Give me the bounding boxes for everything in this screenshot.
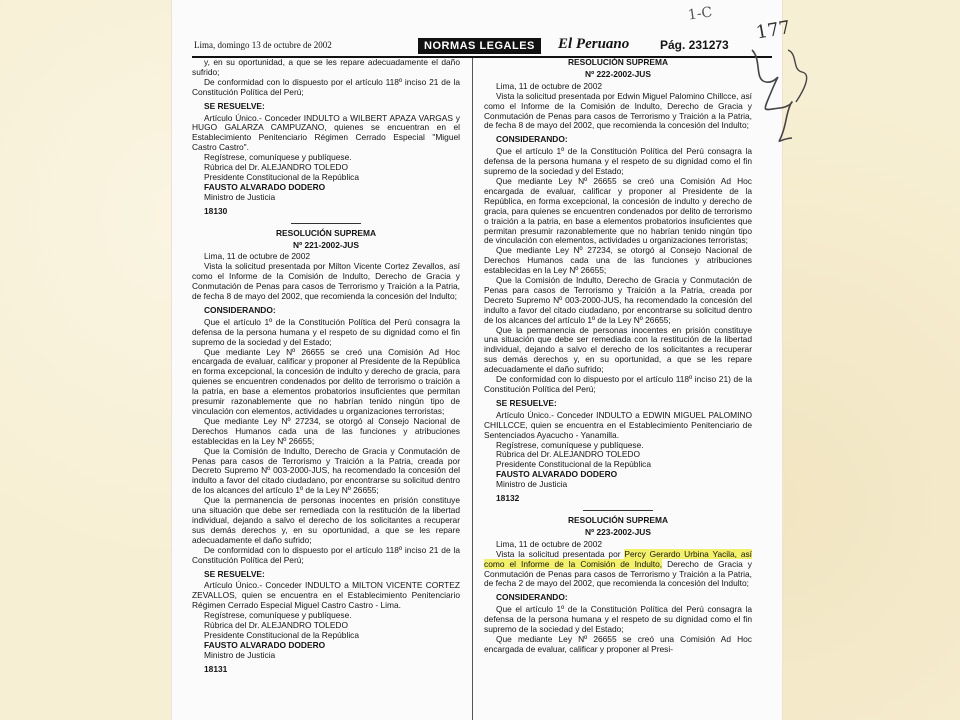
paragraph: Vista la solicitud presentada por Milton Vicente Cortez Zevallos, así como el Informe de la Comisión de Indulto, Derecho de Gracia y Conmutación de Penas para casos de Terrorismo y Traición a la Patria, de fecha 8 de mayo del 2002, que recomienda la concesión del Indulto; [192, 261, 460, 302]
left-column [192, 58, 460, 720]
section-title: NORMAS LEGALES [418, 38, 541, 54]
resolution-number: Nº 223-2002-JUS [585, 526, 651, 537]
newspaper-name: El Peruano [558, 36, 630, 52]
section-label: CONSIDERANDO: [496, 134, 568, 145]
paragraph: Que mediante Ley Nº 27234, se otorgó al Consejo Nacional de Derechos Humanos cada una de las funciones y atribuciones establecidas en la Ley Nº 26655; [484, 245, 752, 276]
signature-line: Presidente Constitucional de la República [204, 171, 360, 182]
signature-line: FAUSTO ALVARADO DODERO [204, 639, 326, 650]
paragraph: Que el artículo 1º de la Constitución Política del Perú consagra la defensa de la persona humana y el respeto de su dignidad como el fin supremo de la sociedad y del Estado; [484, 604, 752, 635]
paragraph: Que mediante Ley Nº 26655 se creó una Comisión Ad Hoc encargada de evaluar, calificar y proponer al Presidente de la República en forma excepcional, la concesión de indulto y derecho de gracia, para quienes se encuentren condenados por delito de terrorismo o traición a la patria, en base a elementos probatorios insuficientes que permitan presumir razonablemente que no habrían tenido ningún tipo de vinculación con elementos, actividades u organizaciones terroristas; [192, 346, 460, 416]
signature-line: Rúbrica del Dr. ALEJANDRO TOLEDO [496, 449, 640, 460]
section-label: SE RESUELVE: [204, 568, 265, 579]
section-label: CONSIDERANDO: [496, 592, 568, 603]
paragraph: Regístrese, comuníquese y publíquese. [204, 152, 352, 163]
paragraph: Vista la solicitud presentada por Edwin Miguel Palomino Chillcce, así como el Informe de la Comisión de Indulto, Derecho de Gracia y Conmutación de Penas para casos de Terrorismo y Traición a la Patria, de fecha 8 de mayo del 2002, que recomienda la concesión del Indulto; [484, 90, 752, 131]
paragraph: Que la Comisión de Indulto, Derecho de Gracia y Conmutación de Penas para casos de Terrorismo y Traición a la Patria, creada por Decreto Supremo Nº 003-2000-JUS, ha recomendado la concesión del indulto a favor del citado ciudadano, por encontrarse su solicitud dentro de los alcances del artículo 1º de la Ley Nº 26655; [192, 445, 460, 496]
page-number: Pág. 231273 [660, 38, 729, 52]
handwritten-number: 177 [754, 16, 792, 44]
paragraph-vista [484, 550, 752, 590]
separator-rule [583, 510, 653, 511]
paragraph: Que el artículo 1º de la Constitución Política del Perú consagra la defensa de la persona humana y el respeto de su dignidad como el fin supremo de la sociedad y del Estado; [192, 316, 460, 347]
header-date: Lima, domingo 13 de octubre de 2002 [194, 40, 332, 50]
signature-line: Ministro de Justicia [204, 191, 276, 202]
paragraph: Regístrese, comuníquese y publíquese. [204, 610, 352, 621]
paragraph: Regístrese, comuníquese y publíquese. [496, 439, 644, 450]
reference-number: 18132 [496, 493, 520, 504]
signature-line: Presidente Constitucional de la República [496, 459, 652, 470]
resolution-title: RESOLUCIÓN SUPREMA [567, 57, 669, 67]
column-divider [472, 58, 473, 720]
right-column [484, 58, 752, 720]
signature-line: Rúbrica del Dr. ALEJANDRO TOLEDO [204, 162, 348, 173]
resolution-number: Nº 222-2002-JUS [585, 68, 651, 79]
reference-number: 18131 [204, 663, 228, 674]
signature-line: Presidente Constitucional de la República [204, 629, 360, 640]
signature-line: Ministro de Justicia [496, 479, 568, 490]
paragraph: De conformidad con lo dispuesto por el artículo 118º inciso 21) de la Constitución Política del Perú; [484, 374, 752, 394]
page-header [192, 36, 772, 58]
paragraph: De conformidad con lo dispuesto por el artículo 118º inciso 21 de la Constitución Política del Perú; [192, 544, 460, 565]
resolution-title: RESOLUCIÓN SUPREMA [567, 514, 669, 525]
vista-text: Derecho de Gracia y Conmutación de Penas para casos de Terrorismo y Traición a la Patria, de fecha 2 de mayo del 2002, que recomienda la concesión del Indulto; [484, 558, 752, 589]
section-label: SE RESUELVE: [204, 100, 265, 111]
resolution-number: Nº 221-2002-JUS [293, 239, 359, 250]
signature-line: Rúbrica del Dr. ALEJANDRO TOLEDO [204, 620, 348, 631]
article-text: Artículo Único.- Conceder INDULTO a EDWIN MIGUEL PALOMINO CHILLCCE, quien se encuentra en el Establecimiento Penitenciario de Sentenciados Ayacucho - Yanamilla. [484, 409, 752, 440]
paragraph: Que la permanencia de personas inocentes en prisión constituye una situación que debe ser remediada con la restitución de la libertad individual, dejando a salvo el derecho de los solicitantes a recuperar sus demás derechos y, en su oportunidad, a que se les repare adecuadamente el daño sufrido; [484, 324, 752, 375]
paragraph: Que el artículo 1º de la Constitución Política del Perú consagra la defensa de la persona humana y el respeto de su dignidad como el fin supremo de la sociedad y del Estado; [484, 146, 752, 177]
section-label: SE RESUELVE: [496, 397, 557, 408]
paragraph: Que la permanencia de personas inocentes en prisión constituye una situación que debe ser remediada con la restitución de la libertad individual, dejando a salvo el derecho de los solicitantes a recuperar sus demás derechos y, en su oportunidad, a que se les repare adecuadamente el daño sufrido; [192, 495, 460, 545]
vista-text: Vista la solicitud presentada por [496, 548, 625, 559]
resolution-date: Lima, 11 de octubre de 2002 [204, 251, 311, 262]
paragraph: Que mediante Ley Nº 26655 se creó una Comisión Ad Hoc encargada de evaluar, calificar y proponer al Presi- [484, 633, 752, 654]
paragraph: Que la Comisión de Indulto, Derecho de Gracia y Conmutación de Penas para casos de Terrorismo y Traición a la Patria, creada por Decreto Supremo Nº 003-2000-JUS, ha recomendado la concesión del indulto a favor del citado ciudadano, por encontrarse su solicitud dentro de los alcances del artículo 1º de la Ley Nº 26655; [484, 275, 752, 325]
resolution-date: Lima, 11 de octubre de 2002 [496, 538, 603, 549]
corner-annotation: 1-C [687, 4, 714, 24]
highlighted-text: Percy Gerardo Urbina Yacila, así como el Informe de la Comisión de Indulto, [484, 548, 752, 569]
newspaper-page [172, 0, 782, 720]
section-label: CONSIDERANDO: [204, 304, 276, 315]
resolution-title: RESOLUCIÓN SUPREMA [275, 227, 377, 238]
resolution-date: Lima, 11 de octubre de 2002 [496, 80, 603, 91]
paragraph: Que mediante Ley Nº 26655 se creó una Comisión Ad Hoc encargada de evaluar, calificar y proponer al Presidente de la República, en forma excepcional, la concesión de indulto y derecho de gracia, para quienes se encuentren condenados por delito de terrorismo o traición a la patria, en base a elementos probatorios insuficientes que permitan presumir razonablemente que no habrían tenido ningún tipo de vinculación con elementos, actividades u organizaciones terroristas; [484, 175, 752, 246]
article-text: Artículo Único.- Conceder INDULTO a MILTON VICENTE CORTEZ ZEVALLOS, quien se encuentra en el Establecimiento Penitenciario Régimen Cerrado Especial Miguel Castro Castro - Lima. [192, 580, 460, 611]
paragraph: y, en su oportunidad, a que se les repare adecuadamente el daño sufrido; [192, 57, 460, 77]
reference-number: 18130 [204, 205, 228, 216]
paragraph: Que mediante Ley Nº 27234, se otorgó al Consejo Nacional de Derechos Humanos cada una de las funciones y atribuciones establecidas en la Ley Nº 26655; [192, 415, 460, 446]
signature-line: Ministro de Justicia [204, 649, 276, 660]
separator-rule [291, 223, 361, 224]
paragraph: De conformidad con lo dispuesto por el artículo 118º inciso 21 de la Constitución Política del Perú; [192, 76, 460, 97]
article-text: Artículo Único.- Conceder INDULTO a WILBERT APAZA VARGAS y HUGO GALARZA CAMPUZANO, quienes se encuentran en el Establecimiento Penitenciario Régimen Cerrado Especial "Miguel Castro Castro". [192, 112, 460, 153]
signature-line: FAUSTO ALVARADO DODERO [496, 469, 618, 480]
signature-line: FAUSTO ALVARADO DODERO [204, 181, 326, 192]
